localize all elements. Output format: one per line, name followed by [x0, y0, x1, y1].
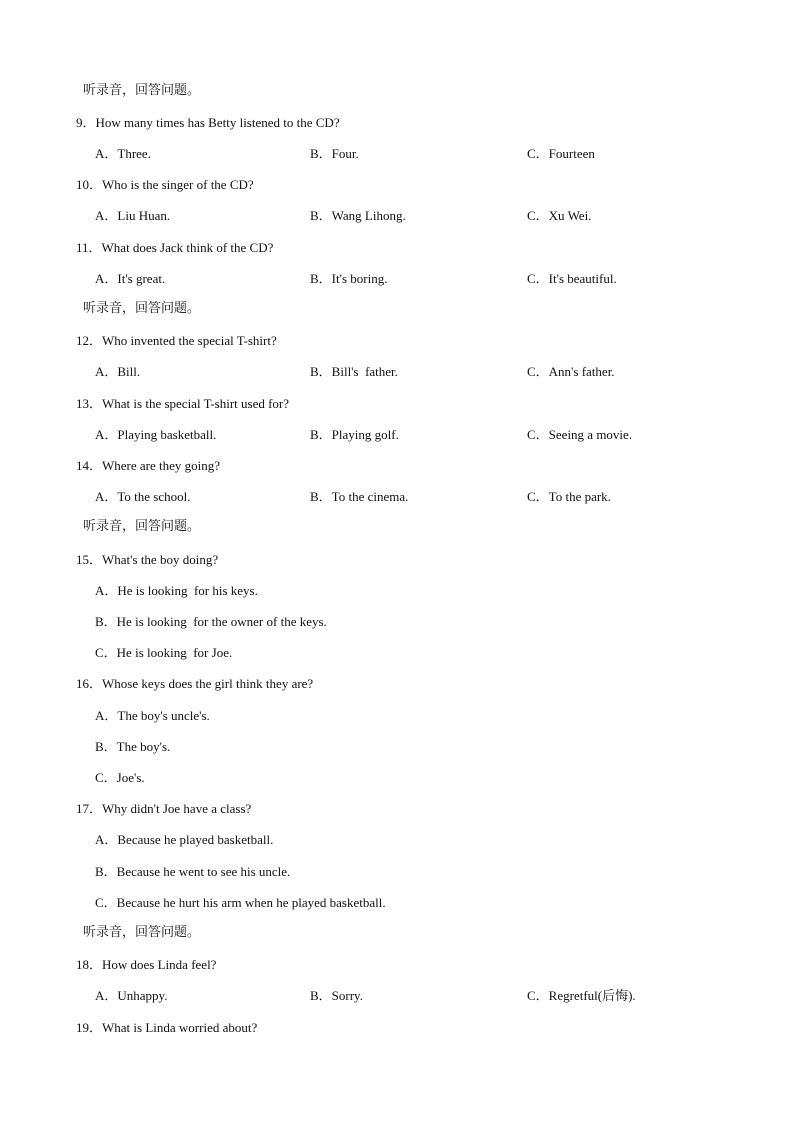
question-number: 12．: [76, 333, 103, 348]
question-16: [76, 676, 313, 692]
section-instruction: 听录音，回答问题。: [83, 925, 201, 940]
option-c[interactable]: C．Xu Wei.: [527, 208, 592, 223]
section-instruction: 听录音，回答问题。: [83, 301, 201, 316]
option-a[interactable]: A．Liu Huan.: [95, 208, 171, 223]
option-c[interactable]: C．To the park.: [527, 489, 611, 504]
option-b[interactable]: B．Bill's father.: [310, 364, 398, 379]
option-b[interactable]: B．Playing golf.: [310, 427, 399, 442]
question-12: [76, 333, 277, 349]
option-c[interactable]: C．Joe's.: [95, 770, 145, 785]
option-b[interactable]: B．Four.: [310, 146, 359, 161]
option-a[interactable]: A．To the school.: [95, 489, 191, 504]
question-11: [76, 240, 273, 256]
option-c[interactable]: C．Seeing a movie.: [527, 427, 633, 442]
question-13: [76, 396, 289, 412]
question-14: [76, 458, 220, 474]
question-number: 14．: [76, 458, 103, 473]
question-text: Where are they going?: [102, 458, 221, 473]
option-a[interactable]: A．Unhappy.: [95, 988, 168, 1003]
question-text: How does Linda feel?: [102, 957, 217, 972]
question-text: What is Linda worried about?: [102, 1020, 258, 1035]
section-instruction: 听录音，回答问题。: [83, 519, 201, 534]
question-text: Whose keys does the girl think they are?: [102, 676, 314, 691]
option-c[interactable]: C．Regretful(后悔).: [527, 988, 636, 1003]
option-a[interactable]: A．The boy's uncle's.: [95, 708, 210, 723]
option-c[interactable]: C．Ann's father.: [527, 364, 615, 379]
question-number: 15．: [76, 552, 103, 567]
question-19: [76, 1020, 257, 1036]
question-10: [76, 177, 254, 193]
option-b[interactable]: B．Wang Lihong.: [310, 208, 406, 223]
question-17: [76, 801, 251, 817]
question-number: 13．: [76, 396, 103, 411]
option-c[interactable]: C．It's beautiful.: [527, 271, 617, 286]
question-number: 10．: [76, 177, 103, 192]
option-b[interactable]: B．The boy's.: [95, 739, 171, 754]
question-number: 9．: [76, 115, 96, 130]
option-b[interactable]: B．Because he went to see his uncle.: [95, 864, 291, 879]
question-text: What does Jack think of the CD?: [101, 240, 274, 255]
question-18: [76, 957, 216, 973]
section-instruction: 听录音，回答问题。: [83, 83, 201, 98]
option-c[interactable]: C．He is looking for Joe.: [95, 645, 233, 660]
option-a[interactable]: A．Bill.: [95, 364, 141, 379]
option-a[interactable]: A．Three.: [95, 146, 151, 161]
question-text: How many times has Betty listened to the CD?: [95, 115, 340, 130]
question-9: [76, 115, 340, 131]
question-text: Who invented the special T-shirt?: [102, 333, 277, 348]
question-number: 19．: [76, 1020, 103, 1035]
question-number: 16．: [76, 676, 103, 691]
question-number: 17．: [76, 801, 103, 816]
option-c[interactable]: C．Because he hurt his arm when he played basketball.: [95, 895, 386, 910]
option-b[interactable]: B．He is looking for the owner of the keys.: [95, 614, 327, 629]
option-c[interactable]: C．Fourteen: [527, 146, 595, 161]
question-text: What is the special T-shirt used for?: [102, 396, 290, 411]
option-a[interactable]: A．He is looking for his keys.: [95, 583, 258, 598]
option-a[interactable]: A．It's great.: [95, 271, 166, 286]
option-b[interactable]: B．To the cinema.: [310, 489, 409, 504]
option-a[interactable]: A．Playing basketball.: [95, 427, 217, 442]
option-b[interactable]: B．Sorry.: [310, 988, 363, 1003]
option-a[interactable]: A．Because he played basketball.: [95, 832, 274, 847]
question-text: Why didn't Joe have a class?: [102, 801, 252, 816]
question-text: What's the boy doing?: [102, 552, 219, 567]
question-15: [76, 552, 218, 568]
option-b[interactable]: B．It's boring.: [310, 271, 388, 286]
question-text: Who is the singer of the CD?: [102, 177, 254, 192]
question-number: 18．: [76, 957, 103, 972]
question-number: 11．: [76, 240, 102, 255]
